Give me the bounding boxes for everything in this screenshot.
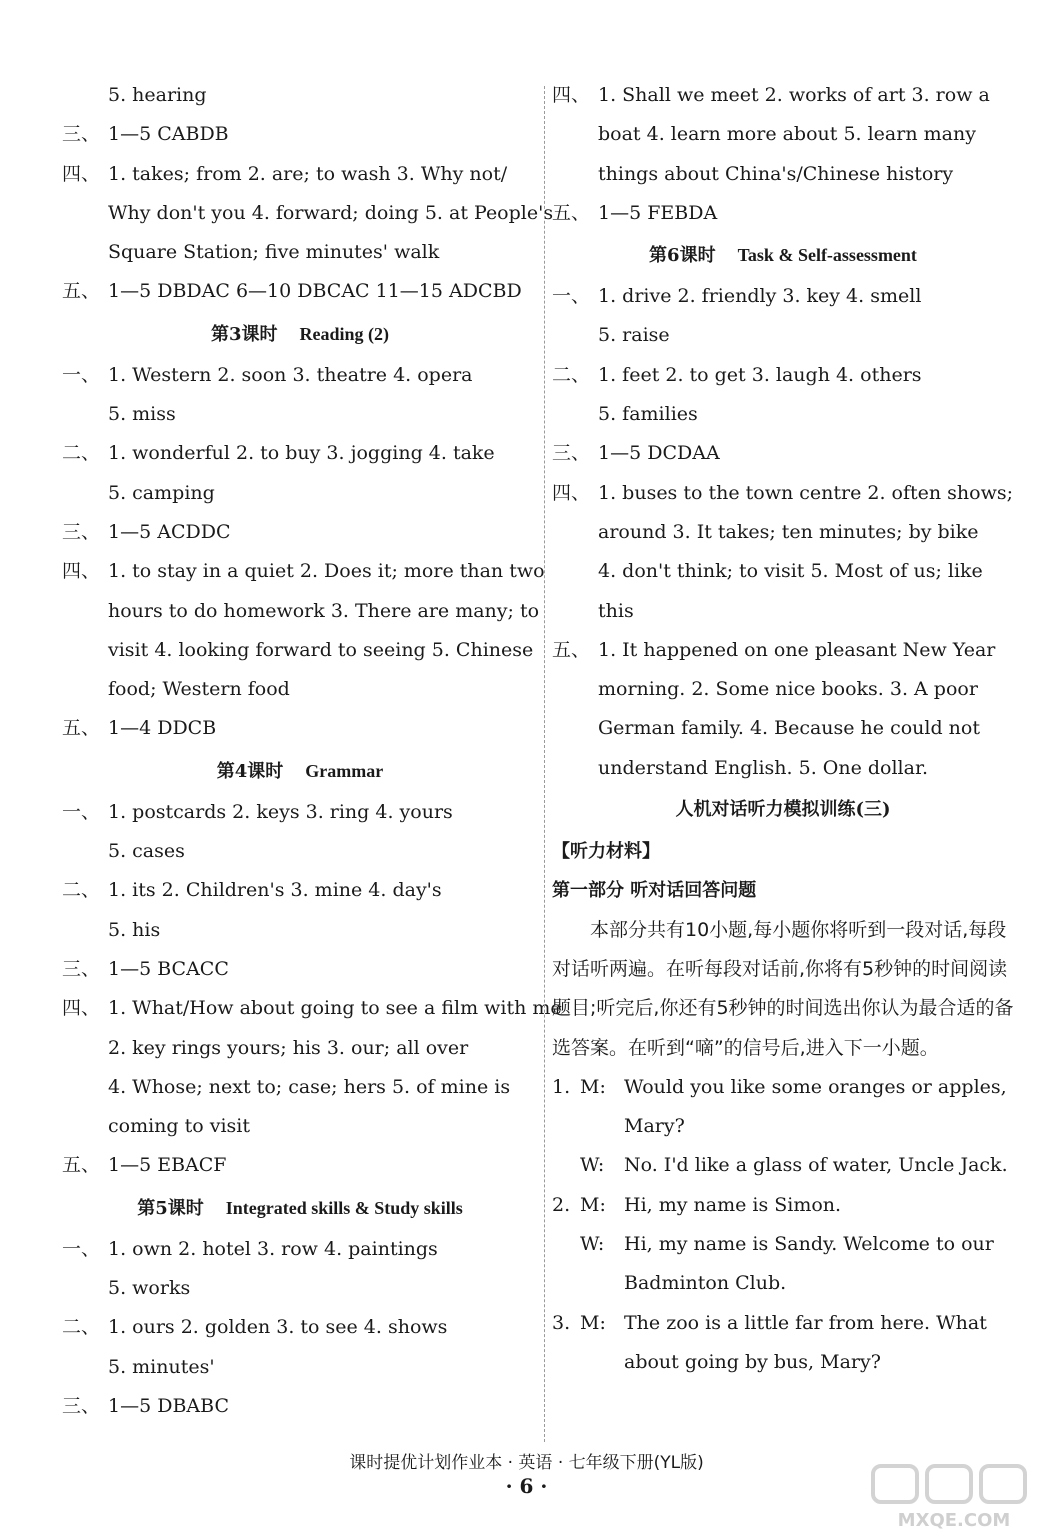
- answer-line: [552, 631, 1014, 670]
- answer-text: 1. buses to the town centre 2. often shows;: [598, 481, 1013, 504]
- answer-line: [552, 277, 1014, 316]
- dialogue-text: No. I'd like a glass of water, Uncle Jack.: [624, 1154, 1008, 1177]
- answer-continuation: 5. miss: [108, 403, 176, 426]
- section-number: 一、: [552, 285, 591, 308]
- section-number: 三、: [552, 442, 591, 465]
- section-number: 五、: [552, 638, 591, 661]
- material-label: 【听力材料】: [552, 841, 660, 863]
- instructions-paragraph: 本部分共有10小题,每小题你将听到一段对话,每段对话听两遍。在听每段对话前,你将有5秒钟的时间阅读题目;听完后,你还有5秒钟的时间选出你认为最合适的备选答案。在听到“嘀”的信号后,进入下一小题。: [552, 918, 1014, 1059]
- answer-line: [62, 434, 538, 473]
- dialogue-line: [552, 1225, 1014, 1304]
- dialogue-text: Would you like some oranges or apples, Mary?: [624, 1075, 1007, 1138]
- answer-text: 1. What/How about going to see a film with me: [108, 997, 562, 1020]
- answer-text: 1—5 EBACF: [108, 1154, 227, 1177]
- answer-line: [62, 989, 562, 1028]
- dialogue-number: 1.: [552, 1075, 571, 1098]
- answer-continuation: boat 4. learn more about 5. learn many: [598, 123, 976, 146]
- answer-continuation: 5. works: [108, 1277, 191, 1300]
- speaker-label: W:: [580, 1233, 605, 1256]
- answer-line: [62, 709, 538, 748]
- answer-continuation: coming to visit: [108, 1115, 250, 1138]
- answer-continuation: Why don't you 4. forward; doing 5. at People's: [108, 201, 554, 224]
- answer-line: [62, 1230, 538, 1269]
- answer-continuation: understand English. 5. One dollar.: [598, 756, 928, 779]
- heading-title: 人机对话听力模拟训练(三): [675, 799, 891, 821]
- section-number: 四、: [552, 84, 591, 106]
- lesson-heading: [62, 1186, 538, 1230]
- answer-continuation: 2. key rings yours; his 3. our; all over: [108, 1036, 469, 1059]
- answer-line: [62, 513, 538, 552]
- lesson-heading: [552, 233, 1014, 277]
- dialogue-line: [552, 1304, 1014, 1383]
- section-number: 一、: [62, 800, 101, 823]
- section-number: 二、: [62, 1316, 101, 1339]
- page-number: · 6 ·: [505, 1474, 548, 1498]
- dialogue-text: Hi, my name is Sandy. Welcome to our Badminton Club.: [624, 1233, 994, 1295]
- answer-continuation: this: [598, 599, 634, 622]
- answer-continuation: 5. minutes': [108, 1355, 215, 1378]
- left-column: [62, 76, 562, 1426]
- answer-text: 1—5 FEBDA: [598, 201, 718, 224]
- heading-title: 第6课时: [649, 245, 716, 267]
- section-number: 四、: [62, 162, 101, 185]
- section-number: 四、: [62, 560, 101, 583]
- answer-continuation: Square Station; five minutes' walk: [108, 241, 440, 264]
- answer-text: 1—4 DDCB: [108, 717, 217, 740]
- answer-line: [62, 356, 538, 395]
- answer-continuation: 4. Whose; next to; case; hers 5. of mine is: [108, 1075, 511, 1098]
- part-heading: 第一部分 听对话回答问题: [552, 880, 757, 902]
- section-number: 五、: [62, 280, 101, 303]
- section-number: 五、: [62, 1154, 101, 1177]
- answer-text: 1. Western 2. soon 3. theatre 4. opera: [108, 363, 473, 386]
- dialogue-line: [552, 1068, 1014, 1147]
- dialogue-number: 3.: [552, 1311, 571, 1334]
- answer-text: 1—5 DBDAC 6—10 DBCAC 11—15 ADCBD: [108, 280, 522, 303]
- answer-text: 1. takes; from 2. are; to wash 3. Why not/: [108, 162, 508, 185]
- answer-line: [552, 434, 1014, 473]
- answer-continuation: food; Western food: [108, 678, 290, 701]
- section-number: 二、: [62, 879, 101, 902]
- answer-line: [62, 115, 538, 154]
- answer-line: [62, 950, 538, 989]
- heading-subtitle: Integrated skills & Study skills: [225, 1197, 463, 1218]
- answer-continuation: 5. families: [598, 403, 698, 426]
- heading-subtitle: Reading (2): [299, 323, 390, 344]
- answer-line: [552, 474, 1014, 513]
- answer-line: [552, 356, 1014, 395]
- answer-continuation: 5. raise: [598, 324, 670, 347]
- answer-continuation: German family. 4. Because he could not: [598, 717, 980, 740]
- heading-title: 第4课时: [216, 760, 284, 782]
- section-number: 一、: [62, 1237, 101, 1260]
- answer-text: 1—5 BCACC: [108, 957, 229, 980]
- answer-text: 1. It happened on one pleasant New Year: [598, 638, 996, 661]
- answer-text: 1. wonderful 2. to buy 3. jogging 4. take: [108, 442, 495, 465]
- right-column: [552, 76, 1014, 1382]
- answer-text: 1—5 DBABC: [108, 1394, 229, 1417]
- section-number: 二、: [552, 363, 591, 386]
- heading-subtitle: Task & Self-assessment: [737, 245, 917, 266]
- answer-text: 1. Shall we meet 2. works of art 3. row a: [598, 84, 990, 106]
- answer-continuation: 5. hearing: [108, 84, 207, 106]
- heading-subtitle: Grammar: [305, 760, 384, 781]
- dialogue-text: Hi, my name is Simon.: [624, 1193, 842, 1216]
- answer-text: 1. its 2. Children's 3. mine 4. day's: [108, 879, 442, 902]
- lesson-heading: [62, 312, 538, 356]
- section-number: 三、: [62, 957, 101, 980]
- answer-line: [62, 552, 545, 591]
- answer-line: [62, 793, 538, 832]
- answer-continuation: 5. his: [108, 918, 161, 941]
- section-number: 四、: [62, 997, 101, 1020]
- answer-continuation: around 3. It takes; ten minutes; by bike: [598, 520, 979, 543]
- speaker-label: W:: [580, 1154, 605, 1177]
- section-number: 一、: [62, 363, 101, 386]
- answer-continuation: morning. 2. Some nice books. 3. A poor: [598, 678, 978, 701]
- answer-text: 1. drive 2. friendly 3. key 4. smell: [598, 285, 922, 308]
- dialogue-line: [552, 1146, 1014, 1185]
- answer-line: [62, 1146, 538, 1185]
- answer-continuation: 5. camping: [108, 481, 215, 504]
- lesson-heading: [552, 788, 1014, 832]
- answer-text: 1—5 ACDDC: [108, 520, 231, 543]
- dialogue-line: [552, 1186, 1014, 1225]
- section-number: 三、: [62, 1394, 101, 1417]
- answer-continuation: visit 4. looking forward to seeing 5. Chinese: [108, 638, 534, 661]
- speaker-label: M:: [580, 1193, 606, 1216]
- answer-text: 1—5 DCDAA: [598, 442, 720, 465]
- answer-line: [62, 1387, 538, 1426]
- section-number: 五、: [552, 201, 591, 224]
- footer-title: 课时提优计划作业本 · 英语 · 七年级下册(YL版): [349, 1453, 704, 1473]
- answer-continuation: things about China's/Chinese history: [598, 162, 954, 185]
- dialogue-number: 2.: [552, 1193, 571, 1216]
- dialogue-text: The zoo is a little far from here. What about going by bus, Mary?: [624, 1311, 987, 1373]
- section-number: 三、: [62, 520, 101, 543]
- column-divider: [544, 86, 545, 1442]
- heading-title: 第3课时: [210, 323, 278, 345]
- answer-text: 1. feet 2. to get 3. laugh 4. others: [598, 363, 922, 386]
- answer-line: [62, 155, 538, 194]
- speaker-label: M:: [580, 1075, 606, 1098]
- answer-text: 1. to stay in a quiet 2. Does it; more than two: [108, 560, 545, 583]
- svg-text:MXQE.COM: MXQE.COM: [897, 1510, 1011, 1531]
- answer-line: [552, 76, 1014, 115]
- answer-continuation: 4. don't think; to visit 5. Most of us; like: [598, 560, 983, 583]
- answer-line: [62, 272, 538, 311]
- answer-line: [62, 1308, 538, 1347]
- answer-text: 1. postcards 2. keys 3. ring 4. yours: [108, 800, 453, 823]
- section-number: 三、: [62, 123, 101, 146]
- heading-title: 第5课时: [137, 1197, 204, 1219]
- section-number: 四、: [552, 481, 591, 504]
- lesson-heading: [62, 749, 538, 793]
- section-number: 二、: [62, 442, 101, 465]
- answer-text: 1—5 CABDB: [108, 123, 229, 146]
- answer-text: 1. own 2. hotel 3. row 4. paintings: [108, 1237, 438, 1260]
- watermark-logo: [869, 1462, 1039, 1532]
- answer-line: [552, 194, 1014, 233]
- section-number: 五、: [62, 717, 101, 740]
- answer-line: [62, 871, 538, 910]
- answer-text: 1. ours 2. golden 3. to see 4. shows: [108, 1316, 448, 1339]
- answer-continuation: 5. cases: [108, 840, 185, 863]
- answer-continuation: hours to do homework 3. There are many; to: [108, 599, 540, 622]
- speaker-label: M:: [580, 1311, 606, 1334]
